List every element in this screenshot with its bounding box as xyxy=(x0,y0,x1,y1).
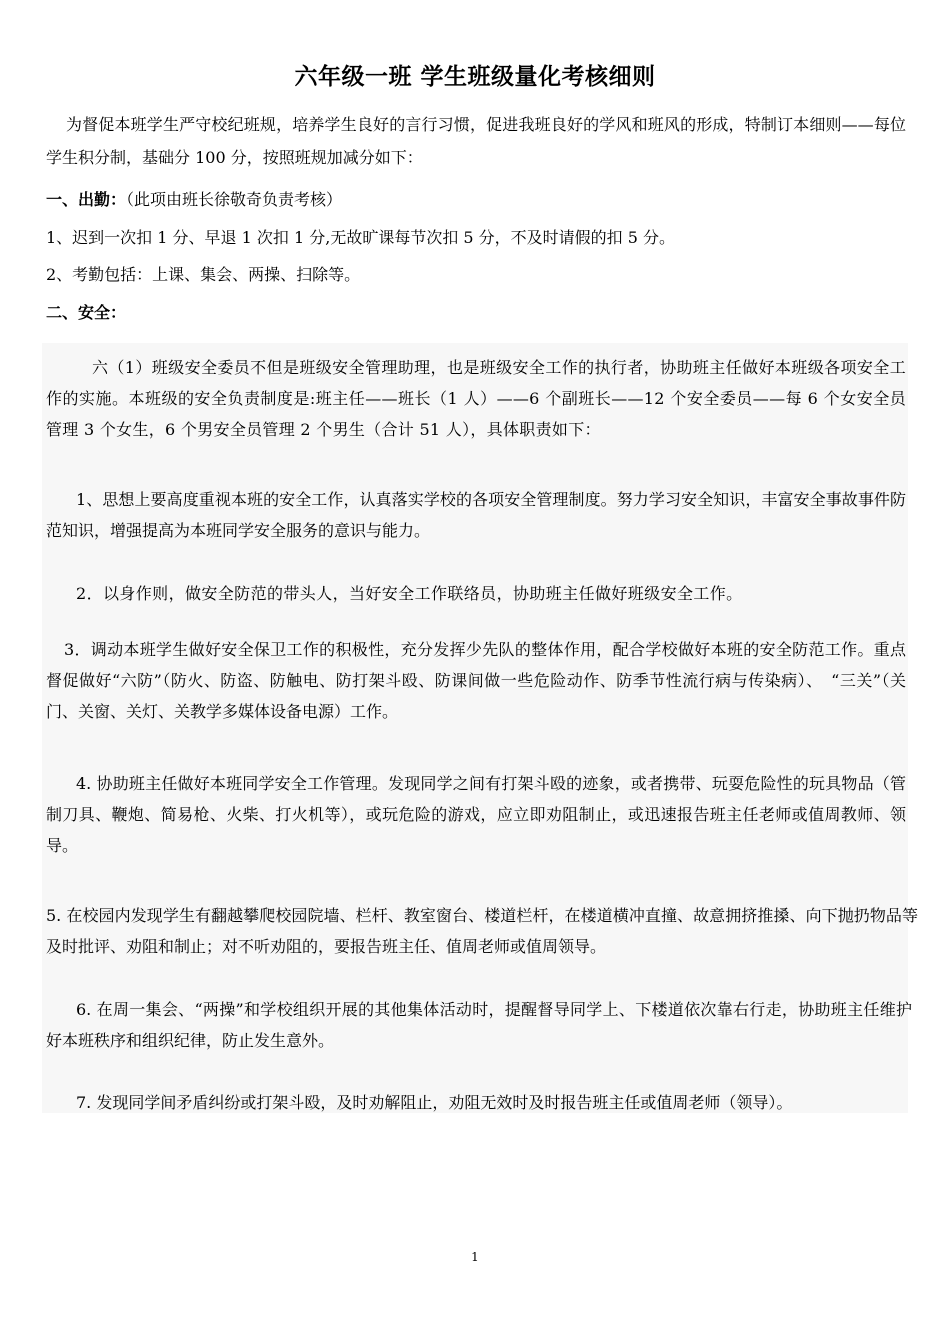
section2-item-6: 6. 在周一集会、“两操”和学校组织开展的其他集体活动时，提醒督导同学上、下楼道依次靠右行走，协助班主任维护好本班秩序和组织纪律，防止发生意外。 xyxy=(46,1000,912,1050)
section2-item-2: 2．以身作则，做安全防范的带头人，当好安全工作联络员，协助班主任做好班级安全工作。 xyxy=(76,584,743,603)
intro-text: 为督促本班学生严守校纪班规，培养学生良好的言行习惯，促进我班良好的学风和班风的形成，特制订本细则——每位学生积分制，基础分 100 分，按照班规加减分如下： xyxy=(46,115,906,167)
section1-note: （此项由班长徐敬奇负责考核） xyxy=(126,190,343,209)
section2-heading: 二、安全： xyxy=(46,303,127,322)
section2-item-4: 4. 协助班主任做好本班同学安全工作管理。发现同学之间有打架斗殴的迹象，或者携带、玩耍危险性的玩具物品（管制刀具、鞭炮、简易枪、火柴、打火机等），或玩危险的游戏，应立即劝阻制止，或迅速报告班主任老师或值周教师、领导。 xyxy=(46,774,906,855)
section2-item-3: 3．调动本班学生做好安全保卫工作的积极性，充分发挥少先队的整体作用，配合学校做好本班的安全防范工作。重点督促做好“六防”（防火、防盗、防触电、防打架斗殴、防课间做一些危险动作、防季节性流行病与传染病）、 “三关”（关门、关窗、关灯、关教学多媒体设备电源）工作。 xyxy=(46,640,906,721)
section2-item-1: 1、思想上要高度重视本班的安全工作，认真落实学校的各项安全管理制度。努力学习安全知识，丰富安全事故事件防范知识，增强提高为本班同学安全服务的意识与能力。 xyxy=(46,490,906,540)
section2-intro: 六（1）班级安全委员不但是班级安全管理助理，也是班级安全工作的执行者，协助班主任做好本班级各项安全工作的实施。本班级的安全负责制度是:班主任——班长（1 人）——6 个副班长——12 个安全委员——每 6 个女安全员管理 3 个女生，6 个男安全员管理 2 个男生（合计 51 人），具体职责如下： xyxy=(46,358,906,439)
section1-item-1: 1、迟到一次扣 1 分、早退 1 次扣 1 分,无故旷课每节次扣 5 分，不及时请假的扣 5 分。 xyxy=(46,228,676,247)
section2-item-5: 5. 在校园内发现学生有翻越攀爬校园院墙、栏杆、教室窗台、楼道栏杆，在楼道横冲直撞、故意拥挤推搡、向下抛扔物品等及时批评、劝阻和制止；对不听劝阻的，要报告班主任、值周老师或值周领导。 xyxy=(46,906,918,956)
section1-heading-line xyxy=(46,190,342,210)
section1-heading: 一、出勤： xyxy=(46,190,127,209)
intro-paragraph xyxy=(46,108,906,174)
section2-item-7: 7. 发现同学间矛盾纠纷或打架斗殴，及时劝解阻止，劝阻无效时及时报告班主任或值周老师（领导）。 xyxy=(76,1093,793,1112)
page-number: 1 xyxy=(471,1250,479,1264)
document-title: 六年级一班 学生班级量化考核细则 xyxy=(294,63,656,90)
section1-item-2: 2、考勤包括：上课、集会、两操、扫除等。 xyxy=(46,265,361,284)
